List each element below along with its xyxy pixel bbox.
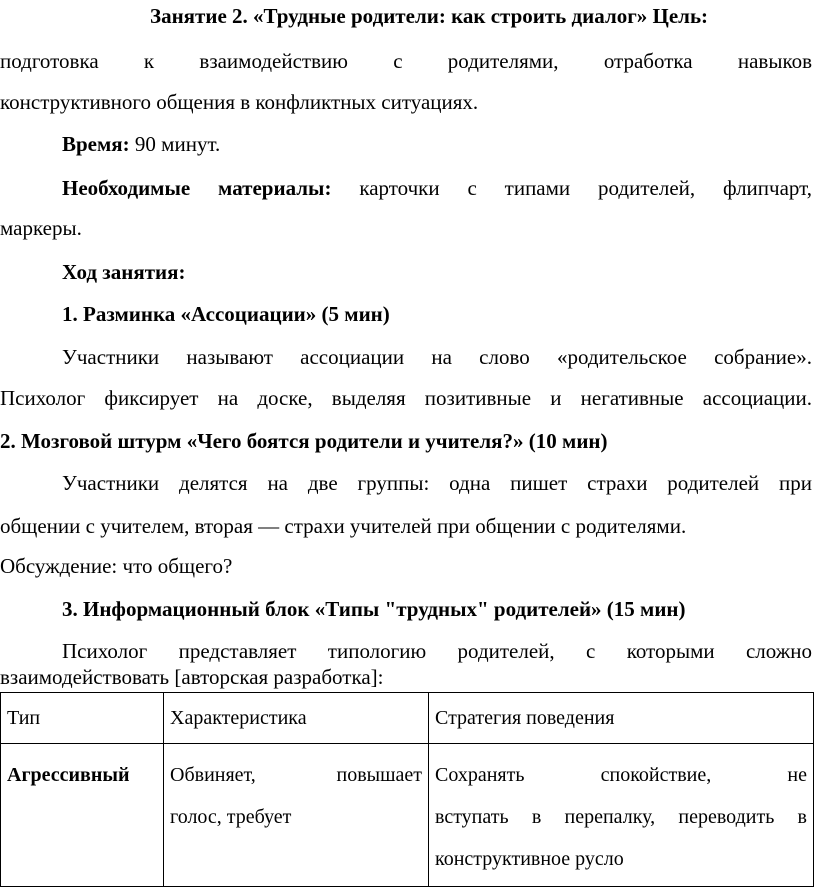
step3-heading: 3. Информационный блок «Типы "трудных" родителей» (15 мин) — [62, 597, 686, 621]
cell-strategy — [429, 744, 814, 887]
time-line — [62, 131, 812, 157]
materials-value: карточки с типами родителей, флипчарт, — [331, 176, 812, 200]
step2-line-3: Обсуждение: что общего? — [0, 554, 233, 578]
materials-line-2: маркеры. — [0, 216, 82, 240]
step2-line-1: Участники делятся на две группы: одна пишет страхи родителей при — [62, 471, 812, 495]
table-header-row — [1, 693, 814, 744]
cell-characteristic — [164, 744, 429, 887]
materials-line — [62, 175, 812, 201]
header-strategy: Стратегия поведения — [429, 693, 814, 744]
header-characteristic: Характеристика — [164, 693, 429, 744]
step2-heading: 2. Мозговой штурм «Чего боятся родители и учителя?» (10 мин) — [0, 429, 608, 453]
course-heading: Ход занятия: — [62, 260, 186, 284]
step3-line-2: взаимодействовать [авторская разработка]: — [0, 665, 384, 689]
goal-line-2: конструктивного общения в конфликтных ситуациях. — [0, 90, 479, 114]
time-value: 90 минут. — [129, 132, 221, 156]
char-line-2: голос, требует — [170, 806, 292, 828]
cell-type: Агрессивный — [1, 744, 164, 887]
goal-line-1: подготовка к взаимодействию с родителями, отработка навыков — [0, 49, 812, 73]
step1-heading: 1. Разминка «Ассоциации» (5 мин) — [62, 302, 390, 326]
strategy-line-1: Сохранять спокойствие, не — [435, 764, 807, 786]
step1-line-1: Участники называют ассоциации на слово «родительское собрание». — [62, 345, 812, 369]
char-line-1: Обвиняет, повышает — [170, 764, 422, 786]
table-row — [1, 744, 814, 887]
page-title: Занятие 2. «Трудные родители: как строить диалог» Цель: — [150, 4, 709, 28]
strategy-line-3: конструктивное русло — [435, 848, 624, 870]
step2-line-2: общении с учителем, вторая — страхи учителей при общении с родителями. — [0, 514, 687, 538]
time-label: Время: — [62, 132, 130, 156]
materials-label: Необходимые материалы: — [62, 176, 332, 200]
header-type: Тип — [1, 693, 164, 744]
strategy-line-2: вступать в перепалку, переводить в — [435, 806, 807, 828]
step3-line-1: Психолог представляет типологию родителей, с которыми сложно — [62, 639, 812, 663]
parent-types-table — [0, 692, 814, 887]
step1-line-2: Психолог фиксирует на доске, выделяя позитивные и негативные ассоциации. — [0, 386, 812, 410]
